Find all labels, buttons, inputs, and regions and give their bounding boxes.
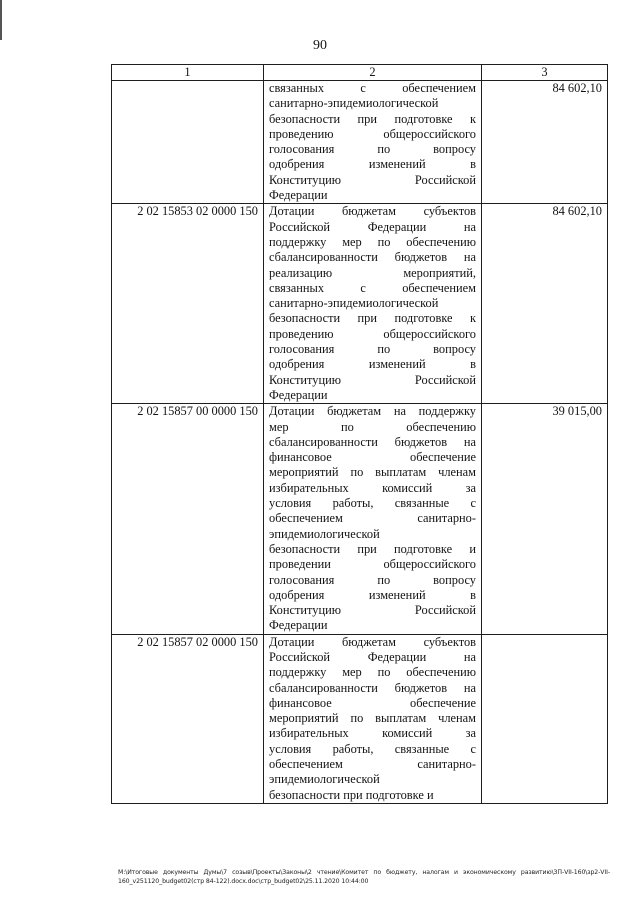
description-line: эпидемиологической: [269, 526, 380, 541]
description-line: обеспечением санитарно-: [269, 511, 476, 526]
table-row: [112, 81, 608, 204]
description-line: Конституцию Российской: [269, 603, 476, 618]
description-line: одобрения изменений в: [269, 157, 476, 172]
amount-cell: 39 015,00: [482, 404, 608, 634]
description-line: Конституцию Российской: [269, 172, 476, 187]
description-line: мероприятий по выплатам членам: [269, 465, 476, 480]
description-line: сбалансированности бюджетов на: [269, 250, 476, 265]
description-line: одобрения изменений в: [269, 357, 476, 372]
description-line: Дотации бюджетам субъектов: [269, 204, 476, 219]
description-line: сбалансированности бюджетов на: [269, 680, 476, 695]
description-line: обеспечением санитарно-: [269, 757, 476, 772]
description-line: Дотации бюджетам субъектов: [269, 634, 476, 649]
description-line: проведении общероссийского: [269, 557, 476, 572]
description-line: голосования по вопросу: [269, 572, 476, 587]
description-line: связанных с обеспечением: [269, 280, 476, 295]
budget-code-cell: 2 02 15857 02 0000 150: [112, 634, 264, 803]
amount-cell: 84 602,10: [482, 204, 608, 404]
description-cell: [264, 81, 482, 204]
description-line: Конституцию Российской: [269, 372, 476, 387]
table-row: [112, 404, 608, 634]
description-line: эпидемиологической: [269, 772, 380, 787]
table-header-row: [112, 65, 608, 81]
column-header-code: 1: [112, 65, 264, 81]
description-line: санитарно-эпидемиологической: [269, 296, 439, 311]
description-line: мероприятий по выплатам членам: [269, 711, 476, 726]
description-line: реализацию мероприятий,: [269, 265, 476, 280]
description-cell: [264, 634, 482, 803]
description-line: связанных с обеспечением: [269, 81, 476, 95]
budget-code-cell: 2 02 15853 02 0000 150: [112, 204, 264, 404]
footer-file-path: M:\Итоговые документы Думы\7 созыв\Проекты\Законы\2 чтение\Комитет по бюджету, налогам и экономическому развитию\3П-VII-160\зр2-VII-160_v251120_budget02(стр 84-122).docx.doc\стр_budget02\25.11.2020 10:44:00: [118, 869, 610, 885]
description-line: безопасности при подготовке к: [269, 111, 476, 126]
description-line: проведению общероссийского: [269, 326, 476, 341]
description-line: финансовое обеспечение: [269, 695, 476, 710]
description-cell: [264, 204, 482, 404]
description-line: финансовое обеспечение: [269, 450, 476, 465]
column-header-description: 2: [264, 65, 482, 81]
budget-code-cell: [112, 81, 264, 204]
description-line: условия работы, связанные с: [269, 496, 476, 511]
description-line: поддержку мер по обеспечению: [269, 234, 476, 249]
description-line: условия работы, связанные с: [269, 741, 476, 756]
description-line: голосования по вопросу: [269, 342, 476, 357]
margin-mark: [0, 0, 2, 40]
table-row: [112, 204, 608, 404]
budget-code-cell: 2 02 15857 00 0000 150: [112, 404, 264, 634]
description-line: Российской Федерации на: [269, 219, 476, 234]
description-line: Федерации: [269, 618, 328, 633]
description-line: сбалансированности бюджетов на: [269, 434, 476, 449]
description-line: безопасности при подготовке и: [269, 787, 434, 802]
page-number: 90: [313, 38, 327, 53]
table-row: [112, 634, 608, 803]
amount-cell: 84 602,10: [482, 81, 608, 204]
description-line: избирательных комиссий за: [269, 480, 476, 495]
description-line: безопасности при подготовке к: [269, 311, 476, 326]
description-line: Дотации бюджетам на поддержку: [269, 404, 476, 419]
description-line: поддержку мер по обеспечению: [269, 665, 476, 680]
description-cell: [264, 404, 482, 634]
description-line: санитарно-эпидемиологической: [269, 96, 439, 111]
amount-cell: [482, 634, 608, 803]
description-line: голосования по вопросу: [269, 142, 476, 157]
column-header-amount: 3: [482, 65, 608, 81]
description-line: проведению общероссийского: [269, 126, 476, 141]
description-line: Федерации: [269, 387, 328, 402]
budget-table: [111, 64, 608, 804]
description-line: мер по обеспечению: [269, 419, 476, 434]
description-line: Российской Федерации на: [269, 649, 476, 664]
table-body: [112, 81, 608, 804]
description-line: одобрения изменений в: [269, 587, 476, 602]
description-line: Федерации: [269, 188, 328, 203]
description-line: избирательных комиссий за: [269, 726, 476, 741]
description-line: безопасности при подготовке и: [269, 541, 476, 556]
